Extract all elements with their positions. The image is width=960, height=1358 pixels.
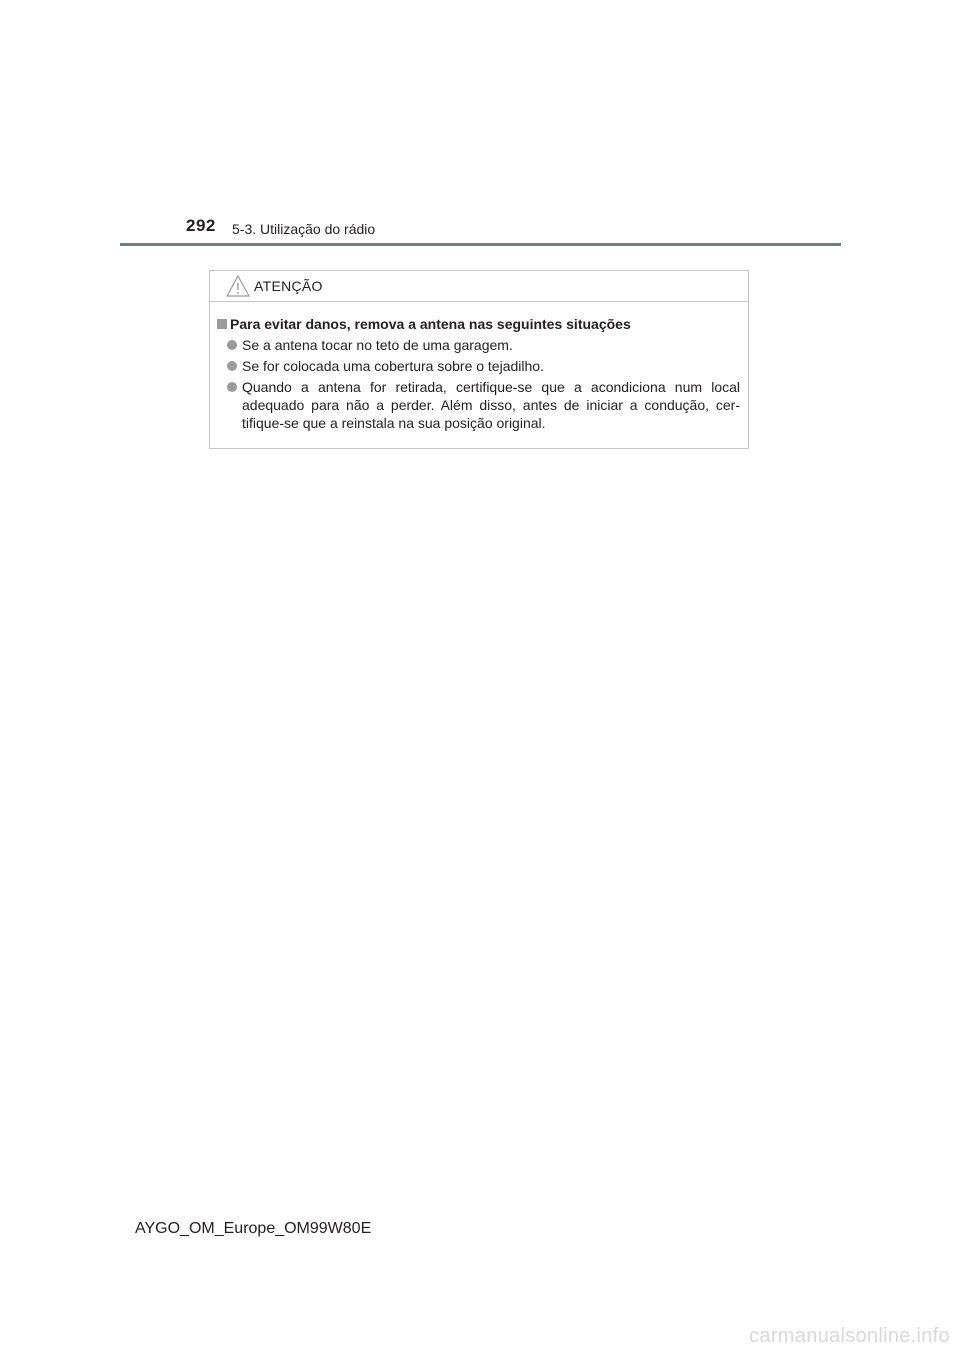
list-item <box>210 357 748 375</box>
warning-triangle-icon <box>226 275 250 297</box>
circle-bullet-icon <box>227 382 237 392</box>
list-item-text: Quando a antena for retirada, certifique-se que a acondiciona num local adequado para não a perder. Além disso, antes de iniciar a condução, cer-tifique-se que a reinstala na sua posição original. <box>242 379 740 431</box>
warning-heading-text: Para evitar danos, remova a antena nas seguintes situações <box>230 316 631 332</box>
warning-header <box>210 271 748 302</box>
circle-bullet-icon <box>227 340 237 350</box>
section-title: 5-3. Utilização do rádio <box>232 221 376 237</box>
warning-title: ATENÇÃO <box>254 278 323 294</box>
list-item <box>210 378 748 432</box>
square-bullet-icon <box>217 319 227 329</box>
list-item-text: Se for colocada uma cobertura sobre o tejadilho. <box>242 358 544 374</box>
header-divider <box>120 243 841 246</box>
list-item-text: Se a antena tocar no teto de uma garagem. <box>242 337 513 353</box>
warning-body <box>210 315 748 432</box>
warning-heading <box>210 315 748 333</box>
list-item <box>210 336 748 354</box>
document-code: AYGO_OM_Europe_OM99W80E <box>135 1220 372 1237</box>
page-number: 292 <box>186 216 216 235</box>
site-watermark: carmanualsonline.info <box>749 1325 950 1347</box>
circle-bullet-icon <box>227 361 237 371</box>
warning-box <box>209 270 749 449</box>
